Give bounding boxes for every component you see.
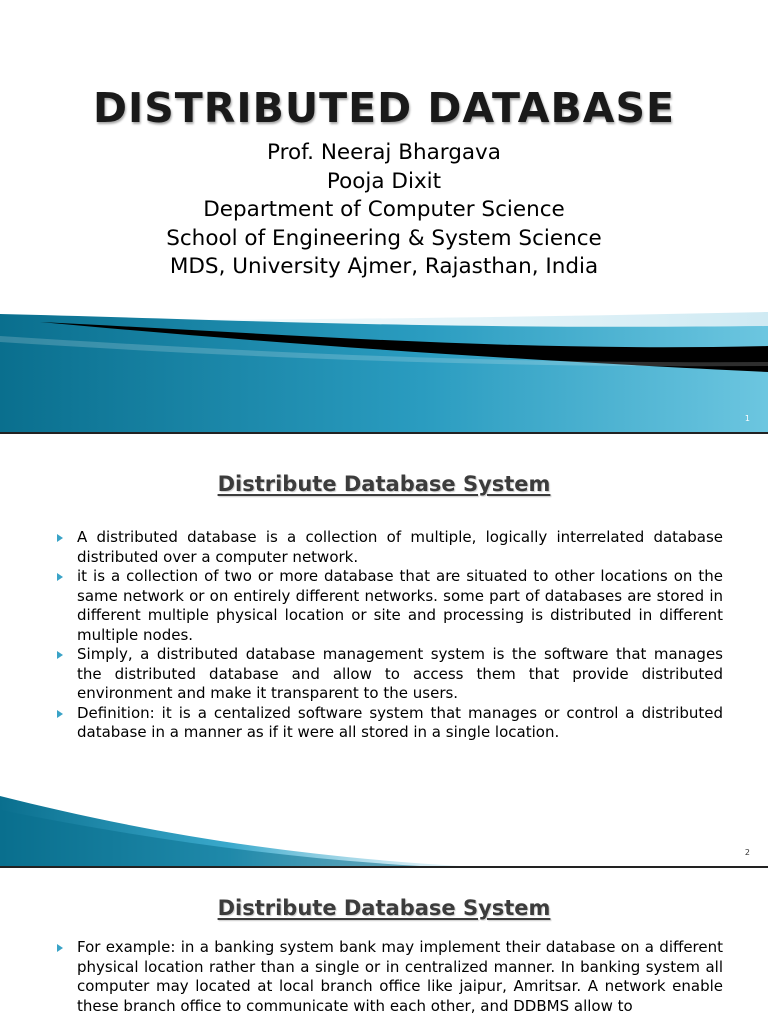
title-slide — [0, 0, 768, 432]
author-line-2: Pooja Dixit — [326, 168, 442, 194]
slide3-heading: Distribute Database System — [217, 896, 551, 920]
slide2-heading: Distribute Database System — [217, 472, 551, 496]
content-slide-3 — [0, 868, 768, 1024]
slide2-bullet-list — [55, 528, 723, 743]
slide-number: 1 — [744, 414, 750, 423]
arrow-bullet-icon — [57, 651, 63, 659]
author-block — [0, 139, 768, 282]
bullet-text: A distributed database is a collection of multiple, logically interrelated database distributed over a computer network. — [77, 528, 723, 566]
list-item — [55, 645, 723, 704]
author-line-1: Prof. Neeraj Bhargava — [267, 140, 501, 165]
content-slide-2 — [0, 434, 768, 866]
author-line-3: Department of Computer Science — [203, 197, 565, 222]
list-item — [55, 704, 723, 743]
arrow-bullet-icon — [57, 534, 63, 542]
bullet-text: For example: in a banking system bank may implement their database on a different physical location rather than a single or in centralized manner. In banking system all computer may located at local branch office like jaipur, Amritsar. A network enable these branch office to communicate with each other, and DDBMS allow to — [77, 938, 723, 1015]
slide3-bullet-list — [55, 938, 723, 1016]
bullet-text: Definition: it is a centalized software system that manages or control a distributed database in a manner as if it were all stored in a single location. — [77, 703, 723, 741]
list-item — [55, 567, 723, 645]
bullet-text: Simply, a distributed database management system is the software that manages the distributed database and allow to access them that provide distributed environment and make it transparent to the users. — [77, 645, 723, 702]
list-item — [55, 528, 723, 567]
list-item — [55, 938, 723, 1016]
arrow-bullet-icon — [57, 573, 63, 581]
author-line-5: MDS, University Ajmer, Rajasthan, India — [169, 254, 599, 279]
arrow-bullet-icon — [57, 944, 63, 952]
slide-number: 2 — [744, 848, 750, 857]
author-line-4: School of Engineering & System Science — [166, 225, 602, 251]
bullet-text: it is a collection of two or more database that are situated to other locations on the same network or on entirely different networks. some part of databases are stored in different multiple physical location or site and processing is distributed in different multiple nodes. — [77, 567, 723, 644]
presentation-title: DISTRIBUTED DATABASE — [92, 84, 676, 132]
arrow-bullet-icon — [57, 710, 63, 718]
